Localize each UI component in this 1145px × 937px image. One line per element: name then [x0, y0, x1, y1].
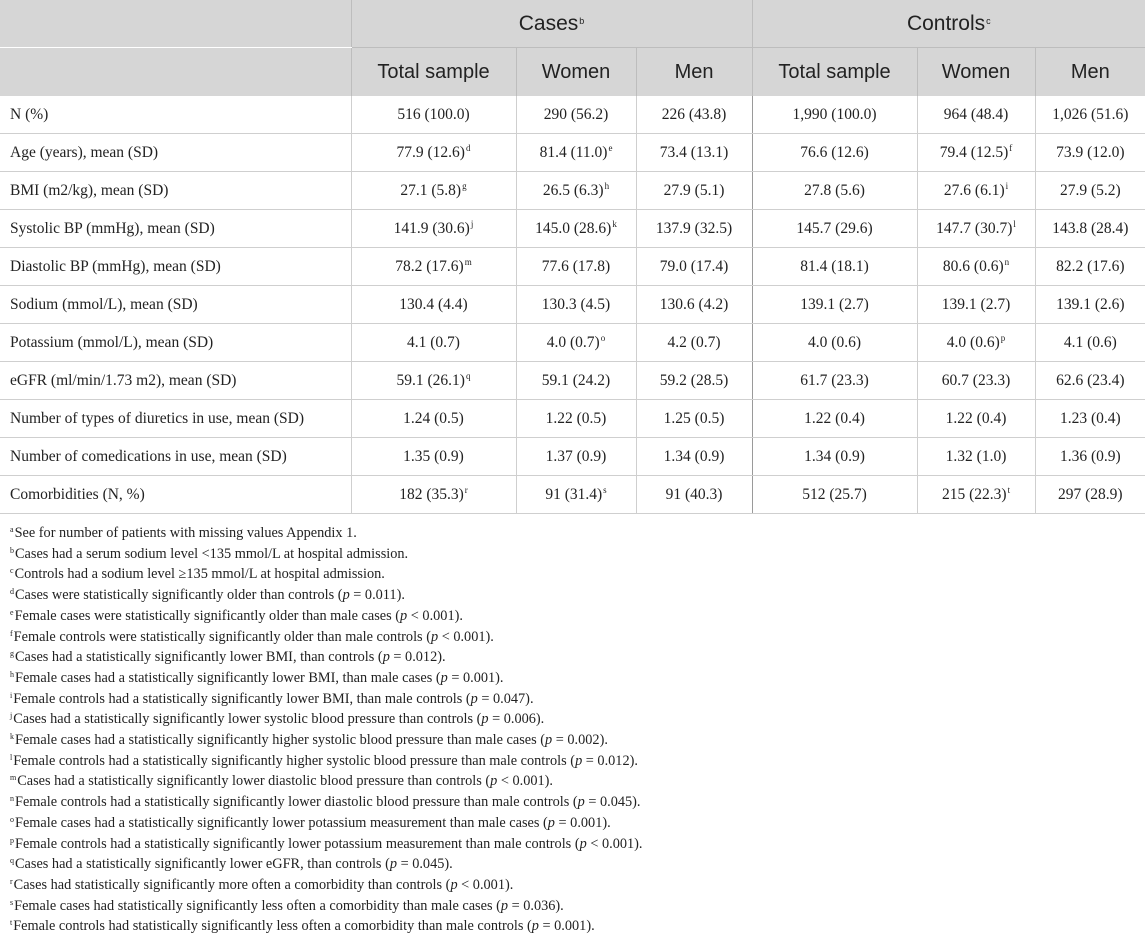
- table-cell: [636, 476, 752, 514]
- cell-value: 226 (43.8): [661, 105, 727, 123]
- table-row: [0, 324, 1145, 362]
- table-row: [0, 210, 1145, 248]
- table-cell: [516, 324, 636, 362]
- table-cell: [516, 400, 636, 438]
- table-cell: [752, 172, 917, 210]
- table-cell: [752, 96, 917, 134]
- p-symbol: p: [440, 669, 448, 686]
- p-symbol: p: [500, 897, 509, 914]
- cell-value: 130.3 (4.5): [541, 295, 611, 313]
- controls-group-header: [752, 0, 1145, 48]
- p-value: = 0.001).: [542, 918, 595, 935]
- table-cell: [1035, 248, 1145, 286]
- cell-value: 290 (56.2): [543, 105, 609, 123]
- p-value: = 0.012).: [585, 752, 638, 769]
- cell-value: 81.4 (18.1): [800, 257, 869, 275]
- cell-value: 27.6 (6.1): [943, 181, 1005, 199]
- footnote-marker: f: [1009, 142, 1013, 153]
- table-row: [0, 362, 1145, 400]
- cell-value: 27.8 (5.6): [804, 181, 865, 199]
- footnote-marker: s: [603, 484, 607, 495]
- table-cell: [1035, 286, 1145, 324]
- cell-value: 137.9 (32.5): [655, 219, 733, 237]
- footnote-text: Female controls had a statistically significantly lower potassium measurement than male controls: [15, 835, 575, 852]
- table-row: [0, 476, 1145, 514]
- footnote-text: Cases were statistically significantly older than controls: [15, 587, 338, 604]
- footnote-text: Cases had a statistically significantly lower eGFR, than controls: [15, 856, 386, 873]
- table-row: [0, 248, 1145, 286]
- footnote-mark: s: [10, 897, 14, 907]
- footnote-mark: j: [10, 711, 13, 721]
- table-cell: [636, 286, 752, 324]
- footnote-mark: l: [10, 752, 13, 762]
- footnote-mark: p: [10, 835, 14, 845]
- footnote: [10, 523, 1130, 544]
- cell-value: 139.1 (2.6): [1056, 295, 1125, 313]
- column-header: Men: [636, 48, 752, 97]
- table-cell: [516, 172, 636, 210]
- table-cell: [752, 248, 917, 286]
- table-row: [0, 400, 1145, 438]
- p-value: = 0.045).: [400, 856, 453, 873]
- footnote-text: Female cases had statistically significantly less often a comorbidity than male cases: [14, 897, 497, 914]
- p-symbol: p: [490, 773, 498, 790]
- footnote: $^q$Cases had a statistically significantly lower eGFR, than controls (p = 0.045).: [10, 856, 453, 873]
- table-cell: [636, 362, 752, 400]
- cell-value: 82.2 (17.6): [1056, 257, 1125, 275]
- cell-value: 1.24 (0.5): [403, 409, 464, 427]
- table-row: [0, 172, 1145, 210]
- table-cell: [636, 400, 752, 438]
- table-cell: [351, 172, 516, 210]
- footnote-text: Female cases had a statistically significantly lower BMI, than male cases: [15, 669, 436, 686]
- footnote: $^n$Female controls had a statistically significantly lower diastolic blood pressure than male controls (p = 0.045).: [10, 794, 641, 811]
- group-header-row: [0, 0, 1145, 48]
- cell-value: 4.1 (0.7): [407, 333, 460, 351]
- table-cell: [1035, 134, 1145, 172]
- footnote-mark: c: [10, 566, 14, 576]
- cell-value: 59.2 (28.5): [659, 371, 729, 389]
- footnote: $^g$Cases had a statistically significantly lower BMI, than controls (p = 0.012).: [10, 649, 446, 666]
- table-cell: [516, 286, 636, 324]
- cell-value: 139.1 (2.7): [800, 295, 869, 313]
- table-cell: [351, 476, 516, 514]
- footnote-marker: o: [600, 332, 606, 343]
- table-cell: [752, 476, 917, 514]
- cell-value: 130.4 (4.4): [399, 295, 468, 313]
- footnote: $^s$Female cases had statistically significantly less often a comorbidity than male cases (p = 0.036).: [10, 897, 564, 914]
- p-symbol: p: [545, 732, 553, 749]
- table-cell: [752, 400, 917, 438]
- cell-value: 79.0 (17.4): [659, 257, 729, 275]
- table-cell: [516, 248, 636, 286]
- cell-value: 1,990 (100.0): [792, 105, 877, 123]
- table-cell: [516, 438, 636, 476]
- table-cell: [636, 134, 752, 172]
- cell-value: 297 (28.9): [1058, 485, 1123, 503]
- table-cell: [1035, 476, 1145, 514]
- footnote-marker: g: [462, 180, 467, 191]
- p-symbol: p: [382, 649, 390, 666]
- row-label: N (%): [0, 96, 351, 134]
- table-cell: [1035, 438, 1145, 476]
- footnote-marker: i: [1005, 180, 1009, 191]
- p-value: = 0.002).: [555, 732, 608, 749]
- cell-value: 4.2 (0.7): [667, 333, 721, 351]
- cell-value: 1.35 (0.9): [403, 447, 464, 465]
- p-value: = 0.047).: [481, 690, 534, 707]
- footnote-text: Cases had a serum sodium level <135 mmol/L at hospital admission.: [15, 545, 409, 562]
- footnote-marker: t: [1007, 484, 1011, 495]
- footnote-marker: p: [1000, 332, 1006, 343]
- p-value: < 0.001).: [441, 628, 494, 645]
- footnote-text: Cases had a statistically significantly lower BMI, than controls: [15, 649, 378, 666]
- footnote: $^r$Cases had statistically significantly more often a comorbidity than controls (p < 0.001).: [10, 876, 514, 893]
- footnote-mark: h: [10, 669, 14, 679]
- table-cell: [636, 438, 752, 476]
- row-label: Potassium (mmol/L), mean (SD): [0, 324, 351, 362]
- table-cell: [1035, 172, 1145, 210]
- cell-value: 1.22 (0.4): [804, 409, 865, 427]
- cell-value: 79.4 (12.5): [939, 143, 1009, 161]
- footnote: $^j$Cases had a statistically significantly lower systolic blood pressure than controls (p = 0.006).: [10, 711, 545, 728]
- row-label: eGFR (ml/min/1.73 m2), mean (SD): [0, 362, 351, 400]
- footnote-mark: b: [10, 545, 14, 555]
- cell-value: 27.1 (5.8): [400, 181, 462, 199]
- table-cell: [917, 476, 1035, 514]
- table-row: [0, 134, 1145, 172]
- cell-value: 1.23 (0.4): [1059, 409, 1121, 427]
- cell-value: 4.0 (0.6): [946, 333, 1000, 351]
- footnote: $^e$Female cases were statistically significantly older than male cases (p < 0.001).: [10, 607, 463, 624]
- cases-group-header: [351, 0, 752, 48]
- table-cell: [752, 324, 917, 362]
- header-blank-cell: [0, 48, 351, 97]
- cell-value: 512 (25.7): [802, 485, 867, 503]
- p-value: = 0.045).: [588, 794, 641, 811]
- cell-value: 1.25 (0.5): [663, 409, 725, 427]
- cell-value: 145.7 (29.6): [796, 219, 873, 237]
- p-value: < 0.001).: [461, 876, 514, 893]
- footnote-marker: h: [604, 180, 610, 191]
- footnote: [10, 544, 1130, 565]
- table-cell: [516, 476, 636, 514]
- row-label: Systolic BP (mmHg), mean (SD): [0, 210, 351, 248]
- cell-value: 77.9 (12.6): [396, 143, 465, 161]
- footnote-text: Female controls had a statistically significantly lower diastolic blood pressure than male controls: [15, 794, 573, 811]
- cell-value: 141.9 (30.6): [393, 219, 470, 237]
- table-cell: [917, 210, 1035, 248]
- p-value: = 0.006).: [492, 711, 545, 728]
- cell-value: 60.7 (23.3): [941, 371, 1011, 389]
- table-cell: [636, 210, 752, 248]
- table-cell: [752, 210, 917, 248]
- table-cell: [351, 210, 516, 248]
- p-symbol: p: [575, 752, 583, 769]
- p-symbol: p: [481, 711, 489, 728]
- footnote-mark: g: [10, 649, 14, 659]
- cell-value: 1.34 (0.9): [663, 447, 725, 465]
- cell-value: 59.1 (26.1): [396, 371, 465, 389]
- cell-value: 130.6 (4.2): [659, 295, 729, 313]
- p-symbol: p: [430, 628, 439, 645]
- table-cell: [752, 286, 917, 324]
- footnote-text: Female cases had a statistically significantly lower potassium measurement than male cases: [15, 814, 544, 831]
- table-cell: [516, 96, 636, 134]
- footnote-mark: k: [10, 732, 14, 742]
- cell-value: 4.1 (0.6): [1063, 333, 1117, 351]
- table-row: [0, 286, 1145, 324]
- cell-value: 76.6 (12.6): [800, 143, 869, 161]
- footnote: $^l$Female controls had a statistically significantly higher systolic blood pressure than male controls (p = 0.012).: [10, 752, 638, 769]
- footnote-marker: m: [464, 256, 472, 267]
- cell-value: 26.5 (6.3): [542, 181, 604, 199]
- footnote-marker: n: [1004, 256, 1010, 267]
- cell-value: 27.9 (5.2): [1059, 181, 1121, 199]
- p-value: = 0.011).: [353, 587, 405, 604]
- footnote: $^t$Female controls had statistically significantly less often a comorbidity than male controls (p = 0.001).: [10, 918, 595, 935]
- table-cell: [516, 210, 636, 248]
- cell-value: 1.37 (0.9): [545, 447, 607, 465]
- column-header: Total sample: [351, 48, 516, 97]
- footnotes: [10, 523, 1130, 937]
- cell-value: 182 (35.3): [399, 485, 464, 503]
- footnote-text: Female controls had a statistically significantly higher systolic blood pressure than male controls: [13, 752, 571, 769]
- table-cell: [752, 362, 917, 400]
- p-value: = 0.012).: [393, 649, 446, 666]
- table-cell: [1035, 324, 1145, 362]
- p-symbol: p: [400, 607, 408, 624]
- cell-value: 77.6 (17.8): [541, 257, 611, 275]
- table-cell: [917, 134, 1035, 172]
- table-cell: [636, 96, 752, 134]
- table-cell: [636, 172, 752, 210]
- p-value: = 0.001).: [558, 814, 611, 831]
- table-cell: [1035, 210, 1145, 248]
- column-header: Total sample: [752, 48, 917, 97]
- controls-header-label: Controls: [906, 11, 986, 35]
- table-cell: [917, 248, 1035, 286]
- cell-value: 78.2 (17.6): [395, 257, 464, 275]
- footnote: $^d$Cases were statistically significantly older than controls (p = 0.011).: [10, 587, 405, 604]
- footnote: $^k$Female cases had a statistically significantly higher systolic blood pressure than male cases (p = 0.002).: [10, 732, 608, 749]
- cell-value: 27.9 (5.1): [663, 181, 725, 199]
- p-symbol: p: [577, 794, 585, 811]
- footnote-marker: r: [464, 484, 468, 495]
- footnote-text: Female controls had statistically significantly less often a comorbidity than male controls: [13, 918, 528, 935]
- table-cell: [351, 324, 516, 362]
- footnote-marker: q: [465, 370, 471, 381]
- cases-header-sup: b: [579, 15, 585, 26]
- table-cell: [917, 286, 1035, 324]
- cell-value: 4.0 (0.6): [808, 333, 861, 351]
- p-value: = 0.001).: [451, 669, 504, 686]
- footnote-mark: e: [10, 607, 14, 617]
- footnote-marker: e: [608, 142, 613, 153]
- footnote: $^h$Female cases had a statistically significantly lower BMI, than male cases (p = 0.001).: [10, 669, 504, 686]
- cell-value: 1.22 (0.4): [945, 409, 1007, 427]
- row-label: Number of types of diuretics in use, mean (SD): [0, 400, 351, 438]
- footnote-text: Female cases were statistically significantly older than male cases: [14, 607, 396, 624]
- cell-value: 81.4 (11.0): [539, 143, 608, 161]
- footnote-mark: t: [10, 918, 13, 928]
- footnote: $^o$Female cases had a statistically significantly lower potassium measurement than male cases (p = 0.001).: [10, 814, 611, 831]
- p-symbol: p: [389, 856, 397, 873]
- cell-value: 91 (31.4): [545, 485, 603, 503]
- p-value: < 0.001).: [590, 835, 643, 852]
- column-header: Men: [1035, 48, 1145, 97]
- p-symbol: p: [470, 690, 478, 707]
- cases-header-label: Cases: [518, 11, 579, 35]
- cell-value: 1.32 (1.0): [945, 447, 1007, 465]
- cell-value: 62.6 (23.4): [1056, 371, 1125, 389]
- row-label: BMI (m2/kg), mean (SD): [0, 172, 351, 210]
- cell-value: 964 (48.4): [943, 105, 1009, 123]
- cell-value: 1.22 (0.5): [545, 409, 607, 427]
- p-symbol: p: [342, 587, 350, 604]
- cell-value: 1,026 (51.6): [1052, 105, 1129, 123]
- table-cell: [917, 400, 1035, 438]
- row-label: Age (years), mean (SD): [0, 134, 351, 172]
- row-label: Diastolic BP (mmHg), mean (SD): [0, 248, 351, 286]
- cell-value: 516 (100.0): [397, 105, 470, 123]
- cell-value: 147.7 (30.7): [936, 219, 1013, 237]
- footnote-text: Female controls were statistically significantly older than male controls: [13, 628, 427, 645]
- cell-value: 1.34 (0.9): [804, 447, 865, 465]
- p-value: = 0.036).: [511, 897, 564, 914]
- column-header-row: [0, 48, 1145, 97]
- footnote-mark: o: [10, 814, 14, 824]
- row-label: Sodium (mmol/L), mean (SD): [0, 286, 351, 324]
- table-cell: [351, 248, 516, 286]
- footnote-marker: d: [465, 142, 471, 153]
- footnote-mark: q: [10, 856, 14, 866]
- footnote: $^p$Female controls had a statistically significantly lower potassium measurement than male controls (p < 0.001).: [10, 835, 643, 852]
- p-value: < 0.001).: [410, 607, 463, 624]
- controls-header-sup: c: [986, 15, 991, 26]
- cell-value: 1.36 (0.9): [1059, 447, 1121, 465]
- cell-value: 73.4 (13.1): [659, 143, 729, 161]
- table-cell: [752, 134, 917, 172]
- footnote-mark: i: [10, 690, 13, 700]
- footnote: $^i$Female controls had a statistically significantly lower BMI, than male controls (p = 0.047).: [10, 690, 534, 707]
- footnote-mark: r: [10, 876, 13, 886]
- footnote-text: Female cases had a statistically significantly higher systolic blood pressure than male cases: [15, 732, 541, 749]
- footnote-text: Controls had a sodium level ≥135 mmol/L at hospital admission.: [14, 566, 385, 583]
- cell-value: 80.6 (0.6): [942, 257, 1004, 275]
- cell-value: 145.0 (28.6): [535, 219, 612, 237]
- footnote-text: Cases had a statistically significantly lower diastolic blood pressure than controls: [17, 773, 486, 790]
- footnote-text: Female controls had a statistically significantly lower BMI, than male controls: [13, 690, 466, 707]
- cell-value: 91 (40.3): [665, 485, 723, 503]
- table-cell: [917, 324, 1035, 362]
- table-cell: [917, 172, 1035, 210]
- footnote-text: Cases had a statistically significantly lower systolic blood pressure than controls: [13, 711, 477, 728]
- table-cell: [752, 438, 917, 476]
- row-label: Comorbidities (N, %): [0, 476, 351, 514]
- header-blank-cell: [0, 0, 351, 48]
- column-header: Women: [516, 48, 636, 97]
- table-row: [0, 438, 1145, 476]
- p-value: < 0.001).: [500, 773, 553, 790]
- table-cell: [351, 134, 516, 172]
- footnote-marker: j: [470, 218, 474, 229]
- footnote: $^m$Cases had a statistically significantly lower diastolic blood pressure than controls (p < 0.001).: [10, 773, 553, 790]
- cell-value: 73.9 (12.0): [1056, 143, 1125, 161]
- table-cell: [351, 286, 516, 324]
- table-cell: [516, 362, 636, 400]
- footnote-marker: k: [612, 218, 617, 229]
- cell-value: 59.1 (24.2): [541, 371, 611, 389]
- table-cell: [917, 362, 1035, 400]
- p-symbol: p: [547, 814, 555, 831]
- table-cell: [351, 400, 516, 438]
- table-cell: [917, 96, 1035, 134]
- cell-value: 139.1 (2.7): [941, 295, 1011, 313]
- p-symbol: p: [579, 835, 587, 852]
- table-cell: [636, 248, 752, 286]
- column-header: Women: [917, 48, 1035, 97]
- table-cell: [917, 438, 1035, 476]
- table-cell: [351, 438, 516, 476]
- p-symbol: p: [450, 876, 458, 893]
- p-symbol: p: [531, 918, 539, 935]
- table-cell: [1035, 400, 1145, 438]
- table-cell: [351, 362, 516, 400]
- footnote-text: Cases had statistically significantly more often a comorbidity than controls: [13, 876, 446, 893]
- footnote-mark: a: [10, 525, 14, 534]
- table-cell: [1035, 362, 1145, 400]
- cell-value: 143.8 (28.4): [1052, 219, 1129, 237]
- footnote-mark: n: [10, 794, 14, 804]
- footnote-marker: l: [1013, 218, 1016, 229]
- table-cell: [516, 134, 636, 172]
- table-cell: [351, 96, 516, 134]
- cell-value: 61.7 (23.3): [800, 371, 869, 389]
- footnote: [10, 564, 1130, 585]
- row-label: Number of comedications in use, mean (SD): [0, 438, 351, 476]
- table-cell: [1035, 96, 1145, 134]
- footnote: $^f$Female controls were statistically significantly older than male controls (p < 0.001).: [10, 628, 494, 645]
- footnote-mark: d: [10, 587, 14, 597]
- cell-value: 4.0 (0.7): [546, 333, 600, 351]
- cell-value: 215 (22.3): [941, 485, 1007, 503]
- footnote-mark: m: [10, 773, 17, 783]
- table-cell: [636, 324, 752, 362]
- footnote-mark: f: [10, 628, 13, 638]
- footnote-text: See for number of patients with missing values Appendix 1.: [14, 525, 357, 541]
- table-row: [0, 96, 1145, 134]
